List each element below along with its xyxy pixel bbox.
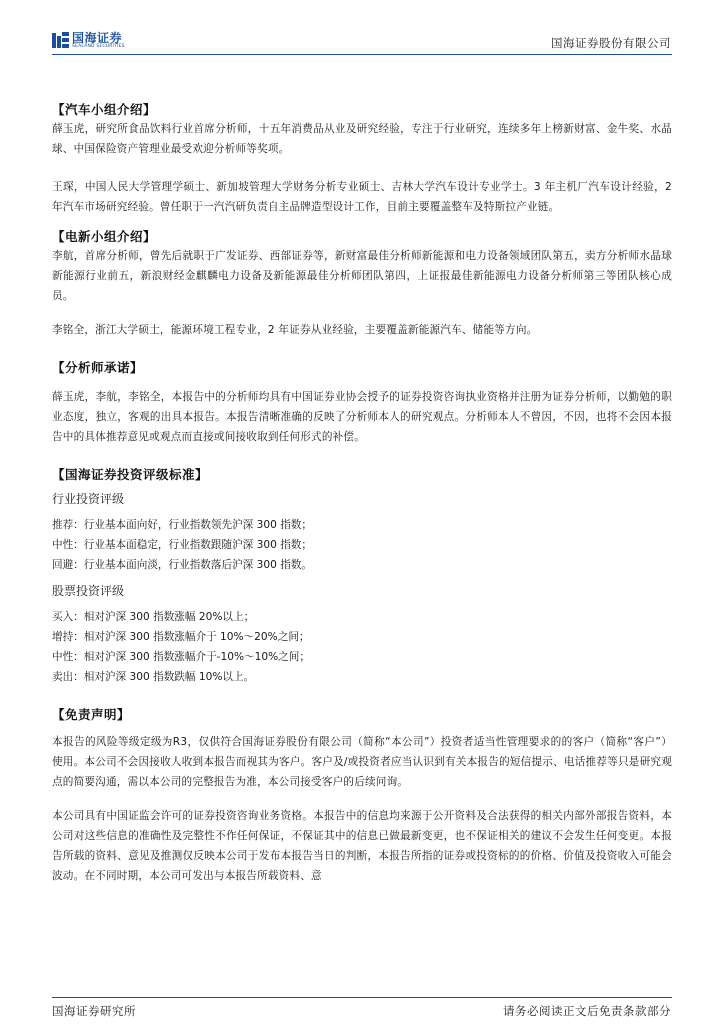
industry-rating-item: 中性：行业基本面稳定，行业指数跟随沪深 300 指数； (52, 539, 313, 551)
analyst-bio-wang: 王琛，中国人民大学管理学硕士、新加坡管理大学财务分析专业硕士、吉林大学汽车设计专业学士。3 年主机厂汽车设计经验，2 年汽车市场研究经验。曾任职于一汽汽研负责自主品牌造型设计工作，目前主要覆盖整车及特斯拉产业链。 (52, 181, 672, 213)
stock-rating-item: 中性：相对沪深 300 指数涨幅介于-10%～10%之间； (52, 651, 310, 663)
stock-rating-item: 增持：相对沪深 300 指数涨幅介于 10%～20%之间； (52, 631, 310, 643)
stock-rating-label: 股票投资评级 (52, 584, 125, 598)
section-title: 【电新小组介绍】 (52, 229, 157, 244)
disclaimer-section (52, 705, 672, 886)
commitment-text: 薛玉虎，李航，李铭全，本报告中的分析师均具有中国证券业协会授予的证券投资咨询执业资格并注册为证券分析师，以勤勉的职业态度，独立，客观的出具本报告。本报告清晰准确的反映了分析师本人的研究观点。分析师本人不曾因，不因，也将不会因本报告中的具体推荐意见或观点而直接或间接收取到任何形式的补偿。 (52, 391, 672, 443)
analyst-bio-li-mingquan: 李铭全，浙江大学硕士，能源环境工程专业，2 年证券从业经验，主要覆盖新能源汽车、储能等方向。 (52, 324, 538, 336)
section-title: 【国海证券投资评级标准】 (52, 467, 209, 482)
logo-chinese-text: 国海证券 (72, 31, 123, 45)
section-title: 【免责声明】 (52, 707, 131, 722)
company-logo (52, 32, 125, 50)
sealand-logo-icon (52, 32, 69, 49)
header-divider (52, 54, 672, 55)
analyst-bio-li-hang: 李航，首席分析师，曾先后就职于广发证券、西部证券等，新财富最佳分析师新能源和电力设备领域团队第五，卖方分析师水晶球新能源行业前五，新浪财经金麒麟电力设备及新能源最佳分析师团队第四，上证报最佳新能源电力设备分析师第三等团队核心成员。 (52, 250, 672, 302)
footer-institute: 国海证券研究所 (52, 1004, 136, 1018)
industry-rating-item: 回避：行业基本面向淡，行业指数落后沪深 300 指数。 (52, 559, 313, 571)
stock-rating-item: 卖出：相对沪深 300 指数跌幅 10%以上。 (52, 671, 255, 683)
section-title: 【汽车小组介绍】 (52, 102, 157, 117)
footer-divider (52, 997, 672, 998)
disclaimer-paragraph: 本报告的风险等级定级为R3，仅供符合国海证券股份有限公司（简称“本公司”）投资者适当性管理要求的的客户（简称“客户”）使用。本公司不会因接收人收到本报告而视其为客户。客户及/或投资者应当认识到有关本报告的短信提示、电话推荐等只是研究观点的简要沟通，需以本公司的完整报告为准，本公司接受客户的后续问询。 (52, 736, 672, 788)
logo-english-text: SEALAND SECURITIES (72, 44, 125, 49)
disclaimer-paragraph: 本公司具有中国证监会许可的证券投资咨询业务资格。本报告中的信息均来源于公开资料及合法获得的相关内部外部报告资料，本公司对这些信息的准确性及完整性不作任何保证，不保证其中的信息已做最新变更，也不保证相关的建议不会发生任何变更。本报告所载的资料、意见及推测仅反映本公司于发布本报告当日的判断，本报告所指的证券或投资标的的价格、价值及投资收入可能会波动。在不同时期，本公司可发出与本报告所载资料、意 (52, 810, 672, 882)
analyst-commitment-section (52, 358, 672, 447)
section-title: 【分析师承诺】 (52, 360, 144, 375)
page-header (0, 0, 724, 60)
rating-standard-section (52, 465, 672, 687)
ev-team-section (52, 227, 672, 340)
auto-team-section (52, 100, 672, 217)
industry-rating-label: 行业投资评级 (52, 492, 125, 506)
footer-notice: 请务必阅读正文后免责条款部分 (503, 1004, 671, 1018)
company-name: 国海证券股份有限公司 (551, 36, 671, 50)
analyst-bio-xue: 薛玉虎，研究所食品饮料行业首席分析师，十五年消费品从业及研究经验，专注于行业研究，连续多年上榜新财富、金牛奖、水晶球、中国保险资产管理业最受欢迎分析师等奖项。 (52, 123, 672, 155)
page-content (52, 100, 672, 886)
industry-rating-item: 推荐：行业基本面向好，行业指数领先沪深 300 指数； (52, 519, 313, 531)
stock-rating-item: 买入：相对沪深 300 指数涨幅 20%以上； (52, 611, 255, 623)
